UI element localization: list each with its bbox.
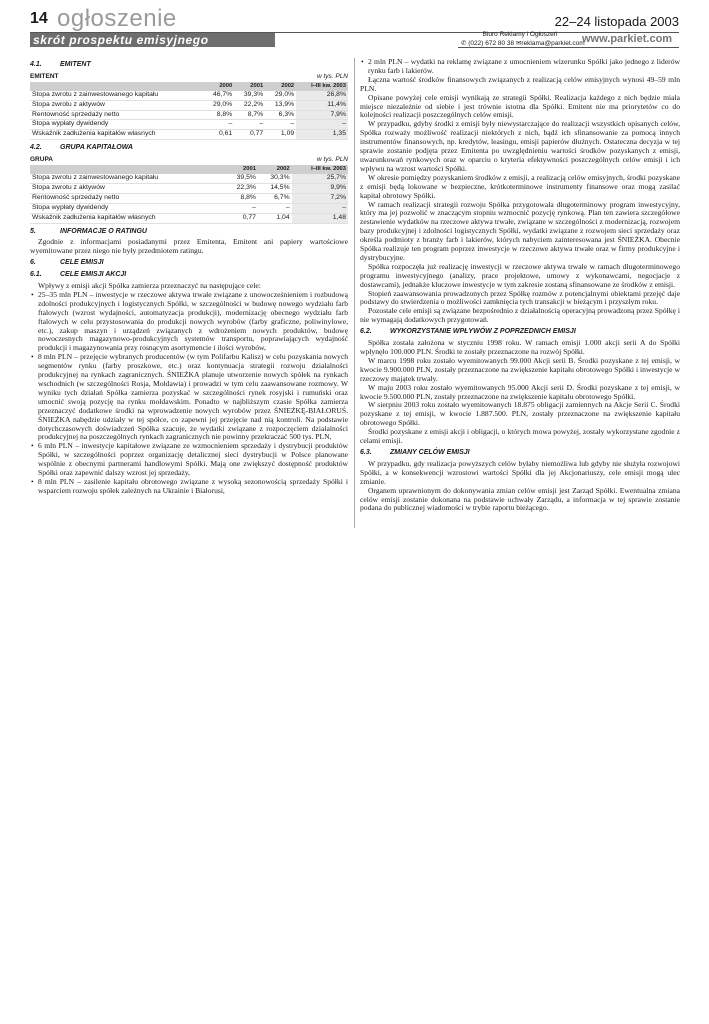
table-grupa — [30, 165, 348, 223]
table-cell: 0,61 — [203, 130, 234, 140]
list-item: • 8 mln PLN – przejęcie wybranych producentów (w tym Polifarbu Kalisz) w celu pozyskania nowych segmentów rynku (farby proszkowe, etc.) oraz kontynuacja strategii rozwoju działalności produkcyjnej na rynkach zagranicznych. ŚNIEŻKA planuje utworzenie nowych spółek na rynkach wschodnich (w szczególności Rosja, Mołdawia) i prowadzi w tym celu zaawansowane rozmowy. W wyniku tych działań Spółka zamierza pozyskać w szczególności rynek rosyjski i rumuński oraz umocnić swoją pozycję na rynku mołdawskim. Ponadto w najbliższym czasie Spółka zamierza przeznaczyć dodatkowe środki na wprowadzenie nowych wyrobów przez ŚNIEŻKĘ-BIAŁORUŚ. ŚNIEŻKA nabędzie udziały w tej spółce, co zapewni jej przejęcie nad nią kontroli. Na podstawie dotychczasowych doświadczeń Spółka szacuje, że wydatki związane z rozpoczęciem działalności produkcyjnej na poszczególnych rynkach zagranicznych nie powinny przekraczać 500 tys. PLN, — [38, 353, 348, 442]
row-label: Stopa zwrotu z aktywów — [30, 100, 203, 110]
table-emitent — [30, 82, 348, 140]
row-label: Rentowność sprzedaży netto — [30, 193, 218, 203]
table-row — [30, 91, 348, 100]
paragraph: W ramach realizacji strategii rozwoju Spółka przygotowała długoterminowy program inwestycyjny, który ma jej pozwolić w znaczącym stopniu wzmocnić pozycję rynkową. Plan ten zawiera szczegółowe zestawienie wydatków na rzeczowe aktywa trwałe, związane w szczególności z modernizacją, rozwojem bazy produkcyjnej i zdolności logistycznych Spółki, wydatki związane z rozwojem sieci sprzedaży oraz określa podmioty z branży farb i lakierów, których nabyciem zainteresowana jest ŚNIEŻKA. Obecnie Spółka realizuje ten program poprzez inwestycje w rzeczowe aktywa trwałe oraz w firmy produkcyjne i dystrybucyjne. — [360, 199, 680, 262]
rating-paragraph: Zgodnie z informacjami posiadanymi przez Emitenta, Emitent ani papiery wartościowe wyemitowane przez niego nie były przedmiotem ratingu. — [30, 237, 348, 256]
paragraph: Organem uprawnionym do dokonywania zmian celów emisji jest Zarząd Spółki. Ewentualna zmiana celów emisji zostanie dokonana na podstawie uchwały Zarządu, a informacja w tej sprawie zostanie podana do publicznej wiadomości w trybie raportu bieżącego. — [360, 485, 680, 513]
paragraph: Opisane powyżej cele emisji wynikają ze strategii Spółki. Realizacja każdego z nich będzie miała miejsce niezależnie od siebie i jest trównie istotna dla Spółki. Emitent nie ma priorytetów co do kolejności realizacji poszczególnych celów emisji. — [360, 92, 680, 120]
table-row — [30, 193, 348, 203]
table-cell: 25,7% — [292, 174, 348, 183]
table-row — [30, 213, 348, 223]
row-label: Stopa wypłaty dywidendy — [30, 120, 203, 130]
section-title: ogłoszenie — [57, 5, 177, 32]
paragraph: W sierpniu 2003 roku zostało wyemitowanych 18.875 obligacji zamiennych na Akcje Serii C. Środki pozyskane z tej emisji, w kwocie 1.887.500. PLN, zostały przeznaczone na zwiększenie kapitału obrotowego Spółki. — [360, 400, 680, 428]
table-cell: – — [224, 203, 258, 213]
emission-goals-list — [30, 291, 348, 496]
column-divider — [354, 58, 355, 528]
table-cell: 11,4% — [296, 100, 348, 110]
table-cell: – — [203, 120, 234, 130]
table-header-blank — [30, 165, 218, 174]
table-cell: 22,3% — [224, 183, 258, 193]
row-label: Stopa zwrotu z zainwestowanego kapitału — [30, 91, 203, 100]
table-column-header: 2002 — [258, 165, 292, 174]
heading-5: 5. INFORMACJE O RATINGU — [30, 227, 147, 235]
heading-6-1: 6.1. CELE EMISJI AKCJI — [30, 271, 127, 279]
right-column — [360, 58, 680, 513]
table-cell: 7,2% — [292, 193, 348, 203]
table-column-header: 2001 — [234, 82, 265, 91]
table-cell: 8,7% — [234, 110, 265, 120]
table-cell: 39,3% — [234, 91, 265, 100]
table-cell: – — [234, 120, 265, 130]
table-column-header: 2000 — [203, 82, 234, 91]
list-item: • 6 mln PLN – inwestycje kapitałowe związane ze wzmocnieniem sprzedaży i dystrybucji produktów Spółki, w szczególności poprzez organizację detalicznej sieci dystrybucji w Polsce planowane wspólnie z obecnymi partnerami handlowymi Spółki. Mają one zwiększyć dostępność produktów Spółki oraz zapewnić dalszy wzrost jej sprzedaży, — [38, 442, 348, 478]
strategy-paragraphs — [360, 76, 680, 325]
issue-date: 22–24 listopada 2003 — [554, 14, 679, 29]
table-row — [30, 183, 348, 193]
table-cell: – — [292, 203, 348, 213]
table-row — [30, 130, 348, 140]
paragraph: W przypadku, gdy realizacja powyższych celów byłaby niemożliwa lub gdyby nie służyła rozwojowi Spółki, a w konsekwencji wzrostowi wartości Spółki dla jej Akcjonariuszy, cele emisji mogą ulec zmianie. — [360, 458, 680, 486]
table-cell: 13,9% — [265, 100, 296, 110]
table-column-header: I–III kw. 2003 — [292, 165, 348, 174]
heading-4-2: 4.2. GRUPA KAPITAŁOWA — [30, 144, 133, 152]
paragraph: Pozostałe cele emisji są związane bezpośrednio z działalnością operacyjną prowadzoną przez Spółkę i nie wymagają dodatkowych przygotowań. — [360, 306, 680, 325]
table-cell: 26,8% — [296, 91, 348, 100]
table-cell: – — [258, 203, 292, 213]
paragraph: Stopień zaawansowania prowadzonych przez Spółkę rozmów z potencjalnymi obiektami przejęć daje podstawy do stwierdzenia o możliwości zamknięcia tych transakcji w bieżącym i przyszłym roku. — [360, 288, 680, 307]
table-grupa-label: GRUPA w tys. PLN — [30, 156, 348, 164]
table-cell: 30,3% — [258, 174, 292, 183]
list-item: • 25–35 mln PLN – inwestycje w rzeczowe aktywa trwałe związane z unowocześnieniem i rozbudową zdolności produkcyjnych i logistycznych Spółki, w szczególności w budowę nowego wydziału farb ftalowych (wzrost wydajności, automatyzacja produkcji), modernizację obecnego wydziału farb ftalowych w celu przystosowania do produkcji nowych wyrobów (farby graficzne, poliwinylowe, etc.), zakup maszyn i urządzeń związanych z wdrożeniem nowych produktów, budowę nowoczesnych magazynowo-produkcyjnych systemów transportu, poprawiających wydajność produkcji i magazynowania przy rosnącym asortymencie i ilości wyrobów, — [38, 291, 348, 353]
paragraph: Spółka została założona w styczniu 1998 roku. W ramach emisji 1.000 akcji serii A do Spółki wpłynęło 100.000 PLN. Środki te zostały przeznaczone na rozwój Spółki. — [360, 338, 680, 356]
list-item: • 2 mln PLN – wydatki na reklamę związane z umocnieniem wizerunku Spółki jako jednego z liderów rynku farb i lakierów. — [368, 58, 680, 76]
page-header — [30, 5, 679, 33]
paragraph: Spółka rozpoczęła już realizację inwestycji w rzeczowe aktywa trwałe w ramach długoterminowego programu inwestycyjnego (analizy, prace projektowe, umowy z wykonawcami, negocjacje z dostawcami), jednakże kluczowe inwestycje w tym zakresie zostaną sfinansowane ze środków z emisji. — [360, 261, 680, 289]
website-link[interactable]: www.parkiet.com — [582, 33, 673, 45]
row-label: Wskaźnik zadłużenia kapitałów własnych — [30, 213, 218, 223]
table-cell: 1,04 — [258, 213, 292, 223]
table-cell: 1,48 — [292, 213, 348, 223]
heading-4-1: 4.1. EMITENT — [30, 61, 91, 68]
paragraph: W maju 2003 roku zostało wyemitowanych 95.000 Akcji serii D. Środki pozyskane z tej emisji, w kwocie 9.500.000 PLN, zostały przeznaczone na zwiększenie kapitału obrotowego Spółki. — [360, 382, 680, 401]
paragraph: Łączna wartość środków finansowych związanych z realizacją celów emisyjnych wynosi 49–59 mln PLN. — [360, 74, 680, 93]
table-row — [30, 100, 348, 110]
paragraph: W marcu 1998 roku zostało wyemitowanych 99.000 Akcji serii B. Środki pozyskane z tej emisji, w kwocie 9.900.000 PLN, zostały przeznaczone na zwiększenie kapitału obrotowego Spółki i inwestycje w rzeczowy majątek trwały. — [360, 355, 680, 383]
prospectus-band: skrót prospektu emisyjnego — [30, 33, 275, 47]
table-column-header: 2002 — [265, 82, 296, 91]
table-cell: 8,8% — [224, 193, 258, 203]
table-cell: 29,0% — [203, 100, 234, 110]
table-cell: 0,77 — [234, 130, 265, 140]
table-row — [30, 203, 348, 213]
table-cell: 1,09 — [265, 130, 296, 140]
emission-goals-list-cont — [360, 58, 680, 76]
heading-6-2: 6.2. WYKORZYSTANIE WPŁYWÓW Z POPRZEDNICH EMISJI — [360, 328, 576, 336]
table-cell: – — [265, 120, 296, 130]
list-item: • 8 mln PLN – zasilenie kapitału obrotowego związane z wysoką sezonowością sprzedaży Spółki i wsparciem rozwoju spółek zależnych na Ukrainie i Białorusi, — [38, 478, 348, 496]
table-cell: 29,0% — [265, 91, 296, 100]
table-cell: 1,35 — [296, 130, 348, 140]
table-cell: 8,8% — [203, 110, 234, 120]
ad-office-label: Biuro Reklamy i Ogłoszeń — [482, 31, 558, 38]
emission-intro: Wpływy z emisji akcji Spółka zamierza przeznaczyć na następujące cele: — [38, 281, 261, 291]
table-cell: 0,77 — [224, 213, 258, 223]
row-label: Stopa wypłaty dywidendy — [30, 203, 218, 213]
heading-6-3: 6.3. ZMIANY CELÓW EMISJI — [360, 448, 470, 456]
paragraph: Środki pozyskane z emisji akcji i obligacji, o których mowa powyżej, zostały wykorzystane zgodnie z celami emisji. — [360, 427, 680, 446]
table-header-blank — [30, 82, 203, 91]
table-cell: 6,7% — [258, 193, 292, 203]
row-label: Stopa zwrotu z aktywów — [30, 183, 218, 193]
left-column — [30, 58, 348, 496]
table-cell: 39,5% — [224, 174, 258, 183]
table-row — [30, 110, 348, 120]
table-cell: 22,2% — [234, 100, 265, 110]
table-column-header: 2001 — [224, 165, 258, 174]
table-cell: 9,9% — [292, 183, 348, 193]
table-emitent-label: EMITENT w tys. PLN — [30, 72, 348, 80]
goal-changes-paragraphs — [360, 460, 680, 513]
table-row — [30, 174, 348, 183]
table-cell: 6,3% — [265, 110, 296, 120]
row-label: Wskaźnik zadłużenia kapitałów własnych — [30, 130, 203, 140]
table-cell: 7,9% — [296, 110, 348, 120]
previous-issues-paragraphs — [360, 339, 680, 446]
table-cell: 14,5% — [258, 183, 292, 193]
heading-6: 6. CELE EMISJI — [30, 259, 104, 267]
header-rule — [458, 47, 679, 48]
table-column-header: I–III kw. 2003 — [296, 82, 348, 91]
contact-phone-email: ✆ (022) 672 80 38 ✉reklama@parkiet.com — [461, 40, 585, 47]
paragraph: W przypadku, gdyby środki z emisji były niewystarczające do realizacji wszystkich opisanych celów, Spółka rozważy możliwość realizacji niektórych z nich, bądź ich sfinansowanie za pomocą innych instrumentów finansowych, np. kredytów, leasingu, emisji papierów dłużnych. Ostateczna decyzja w tej sprawie zostanie podjęta przez Emitenta po uwzględnieniu wartości środków pozyskanych z emisji, uwarunkowań rynkowych oraz w oparciu o kryteria efektywności poszczególnych celów emisji i ich wpływu na wzrost wartości Spółki. — [360, 119, 680, 173]
row-label: Rentowność sprzedaży netto — [30, 110, 203, 120]
page-number: 14 — [30, 10, 48, 27]
table-row — [30, 120, 348, 130]
table-cell: 46,7% — [203, 91, 234, 100]
row-label: Stopa zwrotu z zainwestowanego kapitału — [30, 174, 218, 183]
paragraph: W okresie pomiędzy pozyskaniem środków z emisji, a realizacją celów emisyjnych, środki pozyskane z emisji będą lokowane w bezpieczne, krótkoterminowe instrumenty finansowe oraz mogą zasilać kapitał obrotowy Spółki. — [360, 172, 680, 200]
table-cell: – — [296, 120, 348, 130]
